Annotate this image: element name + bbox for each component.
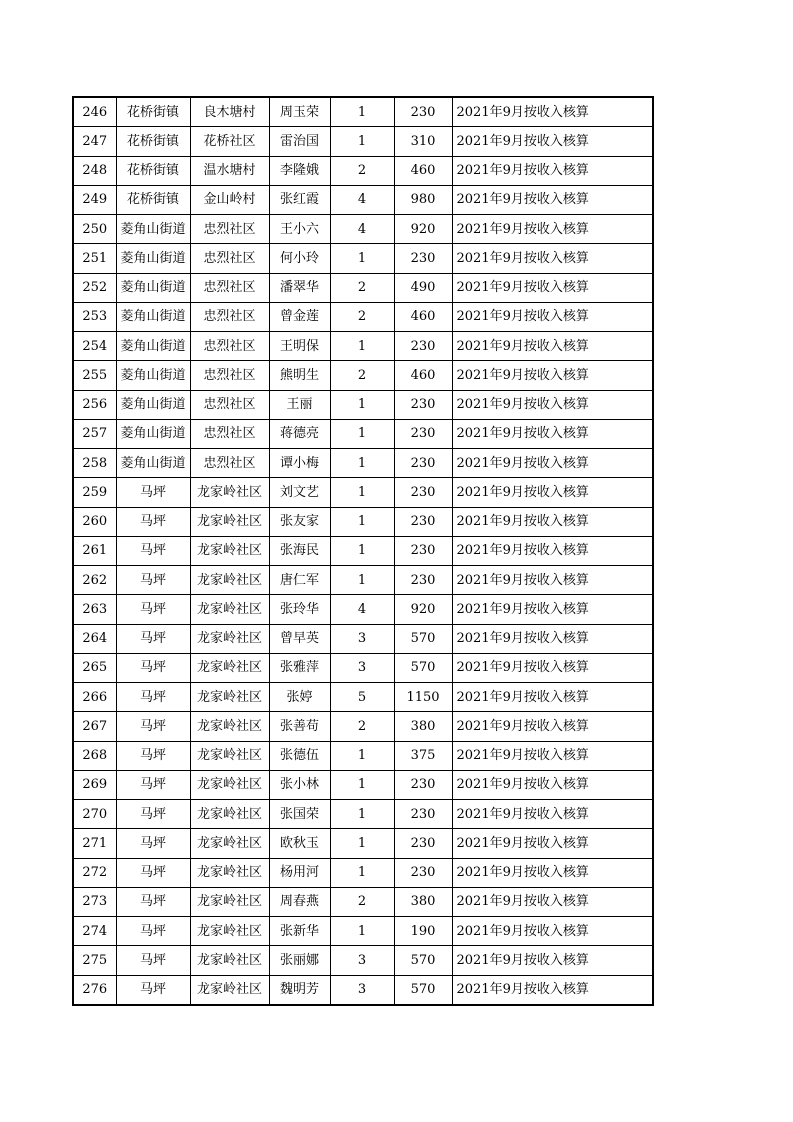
cell-amount: 380 xyxy=(394,887,452,916)
cell-person-name: 张新华 xyxy=(269,917,330,946)
cell-village: 龙家岭社区 xyxy=(190,507,269,536)
cell-remark: 2021年9月按收入核算 xyxy=(452,917,653,946)
cell-town: 菱角山街道 xyxy=(116,361,190,390)
cell-amount: 920 xyxy=(394,215,452,244)
cell-household-count: 1 xyxy=(330,332,394,361)
table-row xyxy=(73,127,653,156)
cell-remark: 2021年9月按收入核算 xyxy=(452,127,653,156)
cell-remark: 2021年9月按收入核算 xyxy=(452,975,653,1005)
cell-person-name: 魏明芳 xyxy=(269,975,330,1005)
cell-household-count: 3 xyxy=(330,975,394,1005)
cell-serial-number: 268 xyxy=(73,741,116,770)
cell-amount: 190 xyxy=(394,917,452,946)
cell-remark: 2021年9月按收入核算 xyxy=(452,887,653,916)
cell-serial-number: 263 xyxy=(73,595,116,624)
cell-serial-number: 253 xyxy=(73,302,116,331)
cell-amount: 230 xyxy=(394,419,452,448)
cell-serial-number: 252 xyxy=(73,273,116,302)
table-row xyxy=(73,361,653,390)
cell-amount: 230 xyxy=(394,536,452,565)
cell-remark: 2021年9月按收入核算 xyxy=(452,800,653,829)
cell-village: 龙家岭社区 xyxy=(190,536,269,565)
cell-remark: 2021年9月按收入核算 xyxy=(452,536,653,565)
cell-person-name: 张国荣 xyxy=(269,800,330,829)
cell-person-name: 王明保 xyxy=(269,332,330,361)
table-row xyxy=(73,800,653,829)
cell-remark: 2021年9月按收入核算 xyxy=(452,390,653,419)
cell-village: 温水塘村 xyxy=(190,156,269,185)
cell-amount: 230 xyxy=(394,332,452,361)
cell-household-count: 1 xyxy=(330,566,394,595)
cell-serial-number: 265 xyxy=(73,653,116,682)
cell-household-count: 4 xyxy=(330,185,394,214)
cell-amount: 230 xyxy=(394,390,452,419)
cell-person-name: 欧秋玉 xyxy=(269,829,330,858)
cell-household-count: 3 xyxy=(330,624,394,653)
cell-serial-number: 262 xyxy=(73,566,116,595)
cell-town: 菱角山街道 xyxy=(116,390,190,419)
cell-household-count: 2 xyxy=(330,302,394,331)
cell-household-count: 1 xyxy=(330,478,394,507)
cell-remark: 2021年9月按收入核算 xyxy=(452,244,653,273)
cell-person-name: 张小林 xyxy=(269,770,330,799)
cell-town: 马坪 xyxy=(116,770,190,799)
cell-village: 龙家岭社区 xyxy=(190,770,269,799)
cell-amount: 570 xyxy=(394,624,452,653)
table-row xyxy=(73,478,653,507)
cell-person-name: 熊明生 xyxy=(269,361,330,390)
cell-household-count: 1 xyxy=(330,770,394,799)
cell-person-name: 张友家 xyxy=(269,507,330,536)
cell-amount: 230 xyxy=(394,829,452,858)
cell-household-count: 2 xyxy=(330,156,394,185)
cell-serial-number: 272 xyxy=(73,858,116,887)
cell-remark: 2021年9月按收入核算 xyxy=(452,156,653,185)
cell-household-count: 1 xyxy=(330,741,394,770)
cell-serial-number: 246 xyxy=(73,97,116,127)
cell-serial-number: 254 xyxy=(73,332,116,361)
cell-village: 忠烈社区 xyxy=(190,302,269,331)
cell-town: 菱角山街道 xyxy=(116,302,190,331)
cell-amount: 980 xyxy=(394,185,452,214)
cell-person-name: 唐仁军 xyxy=(269,566,330,595)
cell-amount: 230 xyxy=(394,770,452,799)
cell-amount: 1150 xyxy=(394,683,452,712)
cell-serial-number: 257 xyxy=(73,419,116,448)
cell-amount: 230 xyxy=(394,97,452,127)
cell-person-name: 张德伍 xyxy=(269,741,330,770)
cell-village: 忠烈社区 xyxy=(190,419,269,448)
cell-village: 龙家岭社区 xyxy=(190,887,269,916)
assistance-roster-table xyxy=(72,96,654,1006)
table-row xyxy=(73,683,653,712)
table-row xyxy=(73,97,653,127)
cell-village: 龙家岭社区 xyxy=(190,741,269,770)
cell-serial-number: 258 xyxy=(73,449,116,478)
table-row xyxy=(73,332,653,361)
cell-village: 良木塘村 xyxy=(190,97,269,127)
cell-person-name: 张善苟 xyxy=(269,712,330,741)
cell-remark: 2021年9月按收入核算 xyxy=(452,361,653,390)
cell-town: 菱角山街道 xyxy=(116,273,190,302)
cell-village: 忠烈社区 xyxy=(190,244,269,273)
cell-town: 马坪 xyxy=(116,507,190,536)
table-row xyxy=(73,712,653,741)
cell-remark: 2021年9月按收入核算 xyxy=(452,653,653,682)
cell-person-name: 潘翠华 xyxy=(269,273,330,302)
cell-household-count: 1 xyxy=(330,390,394,419)
cell-person-name: 张婷 xyxy=(269,683,330,712)
cell-person-name: 杨用河 xyxy=(269,858,330,887)
cell-village: 金山岭村 xyxy=(190,185,269,214)
cell-amount: 490 xyxy=(394,273,452,302)
cell-village: 忠烈社区 xyxy=(190,332,269,361)
cell-amount: 230 xyxy=(394,244,452,273)
cell-person-name: 李隆娥 xyxy=(269,156,330,185)
cell-town: 花桥街镇 xyxy=(116,97,190,127)
cell-person-name: 张红霞 xyxy=(269,185,330,214)
cell-amount: 230 xyxy=(394,800,452,829)
cell-town: 马坪 xyxy=(116,741,190,770)
cell-town: 菱角山街道 xyxy=(116,244,190,273)
cell-person-name: 曾金莲 xyxy=(269,302,330,331)
cell-serial-number: 259 xyxy=(73,478,116,507)
cell-serial-number: 271 xyxy=(73,829,116,858)
table-row xyxy=(73,156,653,185)
cell-town: 马坪 xyxy=(116,917,190,946)
cell-village: 花桥社区 xyxy=(190,127,269,156)
cell-village: 龙家岭社区 xyxy=(190,946,269,975)
cell-person-name: 周玉荣 xyxy=(269,97,330,127)
cell-person-name: 张雅萍 xyxy=(269,653,330,682)
cell-village: 龙家岭社区 xyxy=(190,800,269,829)
table-row xyxy=(73,390,653,419)
cell-amount: 230 xyxy=(394,858,452,887)
cell-remark: 2021年9月按收入核算 xyxy=(452,273,653,302)
cell-household-count: 1 xyxy=(330,917,394,946)
table-row xyxy=(73,419,653,448)
table-row xyxy=(73,215,653,244)
cell-amount: 230 xyxy=(394,507,452,536)
cell-town: 菱角山街道 xyxy=(116,332,190,361)
cell-remark: 2021年9月按收入核算 xyxy=(452,566,653,595)
cell-town: 马坪 xyxy=(116,887,190,916)
cell-remark: 2021年9月按收入核算 xyxy=(452,683,653,712)
table-row xyxy=(73,858,653,887)
cell-household-count: 3 xyxy=(330,653,394,682)
cell-amount: 460 xyxy=(394,361,452,390)
cell-serial-number: 276 xyxy=(73,975,116,1005)
cell-village: 龙家岭社区 xyxy=(190,478,269,507)
table-row xyxy=(73,244,653,273)
cell-amount: 920 xyxy=(394,595,452,624)
cell-amount: 380 xyxy=(394,712,452,741)
cell-amount: 310 xyxy=(394,127,452,156)
cell-person-name: 蒋德亮 xyxy=(269,419,330,448)
cell-town: 马坪 xyxy=(116,478,190,507)
cell-serial-number: 247 xyxy=(73,127,116,156)
cell-remark: 2021年9月按收入核算 xyxy=(452,97,653,127)
cell-town: 马坪 xyxy=(116,683,190,712)
cell-remark: 2021年9月按收入核算 xyxy=(452,946,653,975)
cell-village: 龙家岭社区 xyxy=(190,975,269,1005)
cell-serial-number: 273 xyxy=(73,887,116,916)
cell-household-count: 1 xyxy=(330,419,394,448)
cell-serial-number: 269 xyxy=(73,770,116,799)
cell-person-name: 张丽娜 xyxy=(269,946,330,975)
cell-remark: 2021年9月按收入核算 xyxy=(452,829,653,858)
cell-amount: 460 xyxy=(394,302,452,331)
cell-person-name: 张玲华 xyxy=(269,595,330,624)
cell-town: 马坪 xyxy=(116,712,190,741)
cell-amount: 230 xyxy=(394,478,452,507)
cell-village: 龙家岭社区 xyxy=(190,712,269,741)
cell-household-count: 1 xyxy=(330,829,394,858)
table-row xyxy=(73,595,653,624)
cell-household-count: 3 xyxy=(330,946,394,975)
cell-village: 龙家岭社区 xyxy=(190,917,269,946)
cell-village: 龙家岭社区 xyxy=(190,566,269,595)
cell-town: 马坪 xyxy=(116,653,190,682)
cell-serial-number: 248 xyxy=(73,156,116,185)
cell-remark: 2021年9月按收入核算 xyxy=(452,712,653,741)
cell-remark: 2021年9月按收入核算 xyxy=(452,185,653,214)
table-row xyxy=(73,741,653,770)
table-row xyxy=(73,273,653,302)
cell-town: 菱角山街道 xyxy=(116,419,190,448)
cell-village: 忠烈社区 xyxy=(190,361,269,390)
cell-village: 龙家岭社区 xyxy=(190,595,269,624)
cell-amount: 570 xyxy=(394,653,452,682)
cell-village: 忠烈社区 xyxy=(190,390,269,419)
cell-household-count: 2 xyxy=(330,361,394,390)
cell-serial-number: 255 xyxy=(73,361,116,390)
cell-remark: 2021年9月按收入核算 xyxy=(452,478,653,507)
roster-body xyxy=(73,97,653,1005)
cell-household-count: 2 xyxy=(330,712,394,741)
cell-remark: 2021年9月按收入核算 xyxy=(452,770,653,799)
cell-person-name: 刘文艺 xyxy=(269,478,330,507)
table-row xyxy=(73,946,653,975)
cell-remark: 2021年9月按收入核算 xyxy=(452,332,653,361)
cell-remark: 2021年9月按收入核算 xyxy=(452,215,653,244)
cell-household-count: 1 xyxy=(330,449,394,478)
table-row xyxy=(73,566,653,595)
cell-remark: 2021年9月按收入核算 xyxy=(452,449,653,478)
cell-household-count: 4 xyxy=(330,215,394,244)
cell-remark: 2021年9月按收入核算 xyxy=(452,624,653,653)
cell-town: 花桥街镇 xyxy=(116,185,190,214)
cell-town: 花桥街镇 xyxy=(116,127,190,156)
cell-household-count: 1 xyxy=(330,507,394,536)
cell-town: 马坪 xyxy=(116,624,190,653)
cell-serial-number: 260 xyxy=(73,507,116,536)
cell-town: 花桥街镇 xyxy=(116,156,190,185)
cell-person-name: 张海民 xyxy=(269,536,330,565)
cell-household-count: 1 xyxy=(330,800,394,829)
cell-village: 龙家岭社区 xyxy=(190,858,269,887)
cell-village: 龙家岭社区 xyxy=(190,653,269,682)
cell-village: 龙家岭社区 xyxy=(190,683,269,712)
cell-household-count: 1 xyxy=(330,127,394,156)
cell-serial-number: 261 xyxy=(73,536,116,565)
cell-serial-number: 264 xyxy=(73,624,116,653)
cell-serial-number: 267 xyxy=(73,712,116,741)
cell-serial-number: 256 xyxy=(73,390,116,419)
cell-serial-number: 251 xyxy=(73,244,116,273)
cell-town: 马坪 xyxy=(116,946,190,975)
cell-person-name: 何小玲 xyxy=(269,244,330,273)
cell-person-name: 谭小梅 xyxy=(269,449,330,478)
cell-amount: 230 xyxy=(394,566,452,595)
cell-amount: 570 xyxy=(394,975,452,1005)
table-row xyxy=(73,507,653,536)
cell-serial-number: 249 xyxy=(73,185,116,214)
cell-village: 忠烈社区 xyxy=(190,215,269,244)
table-row xyxy=(73,887,653,916)
table-row xyxy=(73,449,653,478)
cell-amount: 230 xyxy=(394,449,452,478)
cell-village: 忠烈社区 xyxy=(190,449,269,478)
cell-village: 龙家岭社区 xyxy=(190,624,269,653)
cell-person-name: 雷治国 xyxy=(269,127,330,156)
cell-town: 菱角山街道 xyxy=(116,215,190,244)
cell-person-name: 王丽 xyxy=(269,390,330,419)
table-row xyxy=(73,975,653,1005)
cell-household-count: 1 xyxy=(330,244,394,273)
cell-amount: 375 xyxy=(394,741,452,770)
cell-town: 菱角山街道 xyxy=(116,449,190,478)
cell-household-count: 2 xyxy=(330,273,394,302)
table-row xyxy=(73,829,653,858)
table-row xyxy=(73,536,653,565)
cell-household-count: 1 xyxy=(330,858,394,887)
cell-household-count: 1 xyxy=(330,536,394,565)
table-row xyxy=(73,653,653,682)
table-row xyxy=(73,302,653,331)
cell-remark: 2021年9月按收入核算 xyxy=(452,419,653,448)
cell-town: 马坪 xyxy=(116,595,190,624)
cell-amount: 460 xyxy=(394,156,452,185)
cell-person-name: 周春燕 xyxy=(269,887,330,916)
table-row xyxy=(73,770,653,799)
table-row xyxy=(73,917,653,946)
cell-town: 马坪 xyxy=(116,536,190,565)
cell-serial-number: 274 xyxy=(73,917,116,946)
cell-remark: 2021年9月按收入核算 xyxy=(452,302,653,331)
cell-serial-number: 266 xyxy=(73,683,116,712)
cell-household-count: 2 xyxy=(330,887,394,916)
cell-village: 忠烈社区 xyxy=(190,273,269,302)
table-row xyxy=(73,185,653,214)
cell-village: 龙家岭社区 xyxy=(190,829,269,858)
cell-serial-number: 250 xyxy=(73,215,116,244)
table-row xyxy=(73,624,653,653)
cell-household-count: 1 xyxy=(330,97,394,127)
cell-remark: 2021年9月按收入核算 xyxy=(452,507,653,536)
cell-serial-number: 270 xyxy=(73,800,116,829)
cell-town: 马坪 xyxy=(116,975,190,1005)
cell-person-name: 曾早英 xyxy=(269,624,330,653)
cell-town: 马坪 xyxy=(116,858,190,887)
cell-town: 马坪 xyxy=(116,800,190,829)
cell-remark: 2021年9月按收入核算 xyxy=(452,858,653,887)
cell-remark: 2021年9月按收入核算 xyxy=(452,741,653,770)
cell-amount: 570 xyxy=(394,946,452,975)
cell-remark: 2021年9月按收入核算 xyxy=(452,595,653,624)
cell-town: 马坪 xyxy=(116,829,190,858)
cell-household-count: 4 xyxy=(330,595,394,624)
cell-person-name: 王小六 xyxy=(269,215,330,244)
cell-serial-number: 275 xyxy=(73,946,116,975)
cell-household-count: 5 xyxy=(330,683,394,712)
cell-town: 马坪 xyxy=(116,566,190,595)
